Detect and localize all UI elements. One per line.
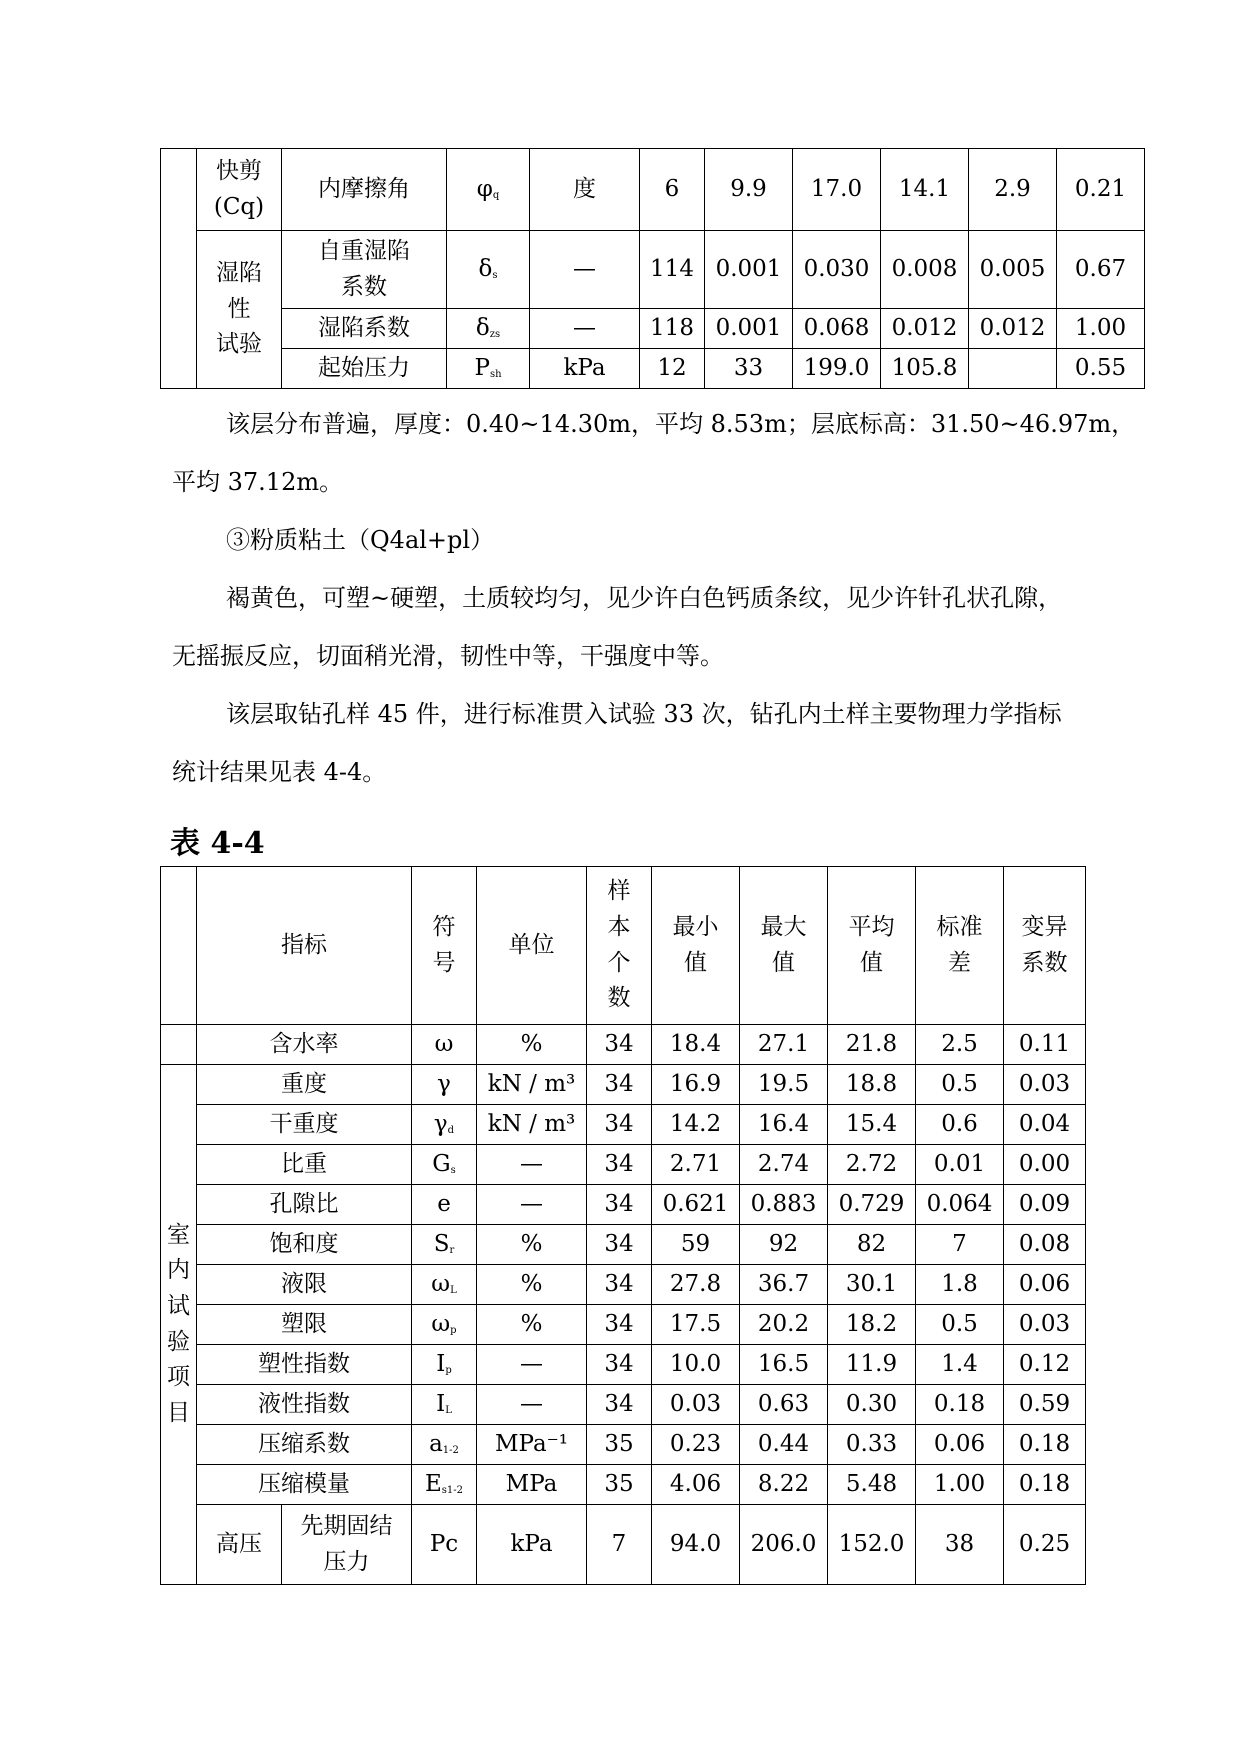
avg-value: 30.1 <box>828 1265 916 1305</box>
sample-count: 34 <box>587 1145 652 1185</box>
header-cv: 变异 系数 <box>1004 867 1086 1025</box>
min-value: 2.71 <box>652 1145 740 1185</box>
max-value: 92 <box>740 1225 828 1265</box>
unit: 度 <box>530 149 640 231</box>
avg-value: 0.012 <box>881 309 969 349</box>
table-caption: 表 4-4 <box>170 826 265 861</box>
min-value: 10.0 <box>652 1345 740 1385</box>
std-value: 0.18 <box>916 1385 1004 1425</box>
symbol: ω <box>412 1025 477 1065</box>
avg-value: 0.729 <box>828 1185 916 1225</box>
symbol: γ <box>412 1065 477 1105</box>
symbol: $S_r$ <box>412 1225 477 1265</box>
max-value: 0.068 <box>793 309 881 349</box>
unit: — <box>477 1145 587 1185</box>
avg-value: 18.8 <box>828 1065 916 1105</box>
header-row <box>161 867 1086 1025</box>
sample-count: 114 <box>640 231 705 309</box>
unit: — <box>530 231 640 309</box>
max-value: 17.0 <box>793 149 881 231</box>
index-name: 含水率 <box>197 1025 412 1065</box>
layer-heading: ③粉质粘土（Q4al+pl） <box>226 526 495 554</box>
std-value: 0.5 <box>916 1305 1004 1345</box>
std-value: 0.005 <box>969 231 1057 309</box>
avg-value: 15.4 <box>828 1105 916 1145</box>
std-value <box>969 349 1057 389</box>
max-value: 0.44 <box>740 1425 828 1465</box>
index-name: 比重 <box>197 1145 412 1185</box>
table-row <box>161 1225 1086 1265</box>
group-label: 室 内 试 验 项 目 <box>161 1065 197 1585</box>
blank-cell <box>161 1025 197 1065</box>
group-label: 高压 <box>197 1505 282 1585</box>
table-row <box>161 1265 1086 1305</box>
unit: — <box>530 309 640 349</box>
index-name: 湿陷系数 <box>282 309 447 349</box>
min-value: 0.001 <box>705 231 793 309</box>
table-row <box>161 1025 1086 1065</box>
cv-value: 0.03 <box>1004 1065 1086 1105</box>
sample-count: 34 <box>587 1065 652 1105</box>
paragraph-sampling-cont: 统计结果见表 4-4。 <box>172 758 387 786</box>
max-value: 0.883 <box>740 1185 828 1225</box>
group-label: 快剪 (Cq) <box>197 149 282 231</box>
avg-value: 21.8 <box>828 1025 916 1065</box>
sample-count: 118 <box>640 309 705 349</box>
min-value: 4.06 <box>652 1465 740 1505</box>
max-value: 0.030 <box>793 231 881 309</box>
header-symbol: 符 号 <box>412 867 477 1025</box>
std-value: 0.6 <box>916 1105 1004 1145</box>
table-4-4 <box>160 866 1086 1585</box>
table-row <box>161 1345 1086 1385</box>
index-name: 孔隙比 <box>197 1185 412 1225</box>
unit: kN / m³ <box>477 1105 587 1145</box>
table-row <box>161 1145 1086 1185</box>
sample-count: 34 <box>587 1185 652 1225</box>
table-row <box>161 1505 1086 1585</box>
max-value: 199.0 <box>793 349 881 389</box>
min-value: 33 <box>705 349 793 389</box>
sample-count: 34 <box>587 1105 652 1145</box>
max-value: 27.1 <box>740 1025 828 1065</box>
cv-value: 0.25 <box>1004 1505 1086 1585</box>
table-row <box>161 1385 1086 1425</box>
symbol: $E_{s1-2}$ <box>412 1465 477 1505</box>
cv-value: 1.00 <box>1057 309 1145 349</box>
avg-value: 2.72 <box>828 1145 916 1185</box>
unit: % <box>477 1305 587 1345</box>
min-value: 18.4 <box>652 1025 740 1065</box>
cv-value: 0.08 <box>1004 1225 1086 1265</box>
symbol: e <box>412 1185 477 1225</box>
std-value: 2.9 <box>969 149 1057 231</box>
cv-value: 0.03 <box>1004 1305 1086 1345</box>
paragraph-thickness: 该层分布普遍，厚度：0.40~14.30m，平均 8.53m；层底标高：31.50~46.97m， <box>226 410 1136 438</box>
avg-value: 105.8 <box>881 349 969 389</box>
cv-value: 0.59 <box>1004 1385 1086 1425</box>
symbol: $G_s$ <box>412 1145 477 1185</box>
table-row <box>161 1465 1086 1505</box>
std-value: 1.8 <box>916 1265 1004 1305</box>
table-row <box>161 309 1145 349</box>
min-value: 16.9 <box>652 1065 740 1105</box>
min-value: 27.8 <box>652 1265 740 1305</box>
cv-value: 0.18 <box>1004 1425 1086 1465</box>
index-name: 塑性指数 <box>197 1345 412 1385</box>
index-name: 起始压力 <box>282 349 447 389</box>
unit: kPa <box>477 1505 587 1585</box>
std-value: 2.5 <box>916 1025 1004 1065</box>
avg-value: 152.0 <box>828 1505 916 1585</box>
header-max: 最大 值 <box>740 867 828 1025</box>
paragraph-description: 褐黄色，可塑~硬塑，土质较均匀，见少许白色钙质条纹，见少许针孔状孔隙， <box>226 584 1063 612</box>
cv-value: 0.55 <box>1057 349 1145 389</box>
min-value: 17.5 <box>652 1305 740 1345</box>
sample-count: 6 <box>640 149 705 231</box>
sample-count: 34 <box>587 1385 652 1425</box>
symbol: $a_{1-2}$ <box>412 1425 477 1465</box>
max-value: 0.63 <box>740 1385 828 1425</box>
symbol: $\omega_p$ <box>412 1305 477 1345</box>
index-name: 干重度 <box>197 1105 412 1145</box>
unit: % <box>477 1225 587 1265</box>
sample-count: 12 <box>640 349 705 389</box>
header-min: 最小 值 <box>652 867 740 1025</box>
std-value: 7 <box>916 1225 1004 1265</box>
std-value: 0.06 <box>916 1425 1004 1465</box>
unit: MPa⁻¹ <box>477 1425 587 1465</box>
sample-count: 7 <box>587 1505 652 1585</box>
unit: — <box>477 1385 587 1425</box>
avg-value: 82 <box>828 1225 916 1265</box>
min-value: 0.23 <box>652 1425 740 1465</box>
min-value: 94.0 <box>652 1505 740 1585</box>
avg-value: 14.1 <box>881 149 969 231</box>
max-value: 206.0 <box>740 1505 828 1585</box>
index-name: 自重湿陷 系数 <box>282 231 447 309</box>
sample-count: 35 <box>587 1425 652 1465</box>
sample-count: 34 <box>587 1265 652 1305</box>
index-name: 液性指数 <box>197 1385 412 1425</box>
sample-count: 34 <box>587 1225 652 1265</box>
avg-value: 11.9 <box>828 1345 916 1385</box>
header-unit: 单位 <box>477 867 587 1025</box>
table-row <box>161 1305 1086 1345</box>
min-value: 59 <box>652 1225 740 1265</box>
table-row <box>161 1065 1086 1105</box>
cv-value: 0.12 <box>1004 1345 1086 1385</box>
table-row <box>161 149 1145 231</box>
std-value: 1.4 <box>916 1345 1004 1385</box>
index-name: 重度 <box>197 1065 412 1105</box>
symbol: $\varphi_q$ <box>447 149 530 231</box>
table-row <box>161 1105 1086 1145</box>
table-row <box>161 1425 1086 1465</box>
avg-value: 5.48 <box>828 1465 916 1505</box>
cv-value: 0.09 <box>1004 1185 1086 1225</box>
cv-value: 0.00 <box>1004 1145 1086 1185</box>
index-name: 塑限 <box>197 1305 412 1345</box>
symbol: Pc <box>412 1505 477 1585</box>
unit: kPa <box>530 349 640 389</box>
avg-value: 0.008 <box>881 231 969 309</box>
cv-value: 0.11 <box>1004 1025 1086 1065</box>
sample-count: 35 <box>587 1465 652 1505</box>
unit: % <box>477 1025 587 1065</box>
index-name: 饱和度 <box>197 1225 412 1265</box>
max-value: 8.22 <box>740 1465 828 1505</box>
table-row <box>161 349 1145 389</box>
index-name: 压缩模量 <box>197 1465 412 1505</box>
cv-value: 0.06 <box>1004 1265 1086 1305</box>
symbol: $P_{sh}$ <box>447 349 530 389</box>
max-value: 16.5 <box>740 1345 828 1385</box>
paragraph-sampling: 该层取钻孔样 45 件，进行标准贯入试验 33 次，钻孔内土样主要物理力学指标 <box>226 700 1062 728</box>
min-value: 0.001 <box>705 309 793 349</box>
sample-count: 34 <box>587 1025 652 1065</box>
cv-value: 0.18 <box>1004 1465 1086 1505</box>
index-name: 内摩擦角 <box>282 149 447 231</box>
min-value: 0.621 <box>652 1185 740 1225</box>
min-value: 14.2 <box>652 1105 740 1145</box>
unit: kN / m³ <box>477 1065 587 1105</box>
max-value: 2.74 <box>740 1145 828 1185</box>
std-value: 0.064 <box>916 1185 1004 1225</box>
max-value: 36.7 <box>740 1265 828 1305</box>
unit: — <box>477 1345 587 1385</box>
std-value: 0.01 <box>916 1145 1004 1185</box>
symbol: $\omega_L$ <box>412 1265 477 1305</box>
symbol: $\gamma_d$ <box>412 1105 477 1145</box>
blank-cell <box>161 867 197 1025</box>
sample-count: 34 <box>587 1305 652 1345</box>
max-value: 20.2 <box>740 1305 828 1345</box>
min-value: 0.03 <box>652 1385 740 1425</box>
table-row <box>161 231 1145 309</box>
std-value: 38 <box>916 1505 1004 1585</box>
min-value: 9.9 <box>705 149 793 231</box>
blank-cell <box>161 149 197 389</box>
header-sample-count: 样 本 个 数 <box>587 867 652 1025</box>
std-value: 0.012 <box>969 309 1057 349</box>
table-continuation <box>160 148 1145 389</box>
index-name: 液限 <box>197 1265 412 1305</box>
symbol: $\delta_s$ <box>447 231 530 309</box>
avg-value: 18.2 <box>828 1305 916 1345</box>
index-name: 先期固结 压力 <box>282 1505 412 1585</box>
header-index: 指标 <box>197 867 412 1025</box>
avg-value: 0.33 <box>828 1425 916 1465</box>
header-avg: 平均 值 <box>828 867 916 1025</box>
max-value: 16.4 <box>740 1105 828 1145</box>
max-value: 19.5 <box>740 1065 828 1105</box>
symbol: $\delta_{zs}$ <box>447 309 530 349</box>
unit: MPa <box>477 1465 587 1505</box>
paragraph-thickness-cont: 平均 37.12m。 <box>172 468 344 496</box>
unit: — <box>477 1185 587 1225</box>
std-value: 1.00 <box>916 1465 1004 1505</box>
cv-value: 0.04 <box>1004 1105 1086 1145</box>
std-value: 0.5 <box>916 1065 1004 1105</box>
sample-count: 34 <box>587 1345 652 1385</box>
table-row <box>161 1185 1086 1225</box>
symbol: $I_p$ <box>412 1345 477 1385</box>
header-std: 标准 差 <box>916 867 1004 1025</box>
paragraph-description-cont: 无摇振反应，切面稍光滑，韧性中等，干强度中等。 <box>172 642 724 670</box>
index-name: 压缩系数 <box>197 1425 412 1465</box>
symbol: $I_L$ <box>412 1385 477 1425</box>
group-label: 湿陷 性 试验 <box>197 231 282 389</box>
unit: % <box>477 1265 587 1305</box>
cv-value: 0.67 <box>1057 231 1145 309</box>
avg-value: 0.30 <box>828 1385 916 1425</box>
cv-value: 0.21 <box>1057 149 1145 231</box>
